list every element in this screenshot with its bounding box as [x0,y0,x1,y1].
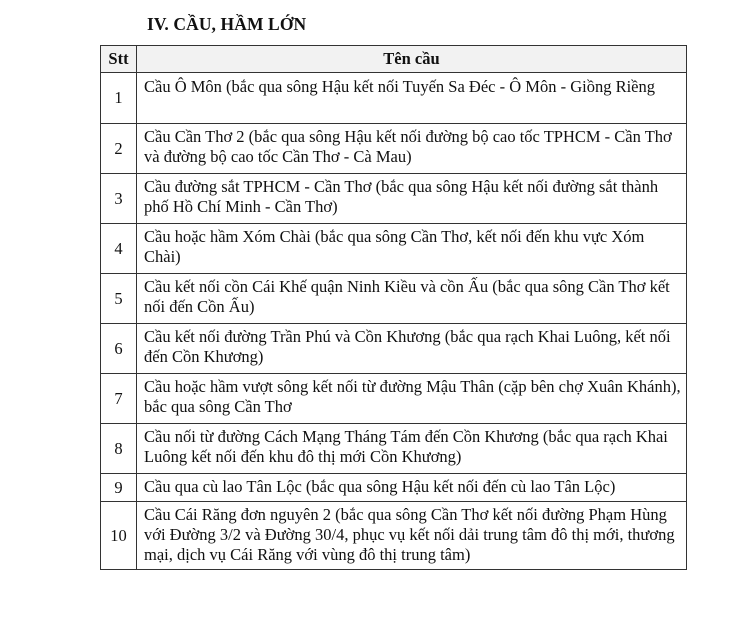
bridges-table [100,45,687,570]
row-stt: 7 [101,374,137,424]
row-name: Cầu Cái Răng đơn nguyên 2 (bắc qua sông Cần Thơ kết nối đường Phạm Hùng với Đường 3/2 và Đường 30/4, phục vụ kết nối dải trung tâm đô thị mới, thương mại, dịch vụ Cái Răng với vùng đô thị trung tâm) [137,502,687,570]
row-name: Cầu hoặc hầm Xóm Chài (bắc qua sông Cần Thơ, kết nối đến khu vực Xóm Chài) [137,224,687,274]
table-row [101,502,687,570]
row-stt: 5 [101,274,137,324]
row-name: Cầu kết nối đường Trần Phú và Cồn Khương (bắc qua rạch Khai Luông, kết nối đến Cồn Khương) [137,324,687,374]
table-row [101,474,687,502]
row-stt: 4 [101,224,137,274]
row-stt: 6 [101,324,137,374]
row-stt: 2 [101,124,137,174]
table-row [101,374,687,424]
table-row [101,274,687,324]
row-stt: 8 [101,424,137,474]
table-row [101,124,687,174]
header-name: Tên cầu [137,46,687,73]
row-name: Cầu hoặc hầm vượt sông kết nối từ đường Mậu Thân (cặp bên chợ Xuân Khánh), bắc qua sông Cần Thơ [137,374,687,424]
table-row [101,324,687,374]
header-stt: Stt [101,46,137,73]
row-name: Cầu đường sắt TPHCM - Cần Thơ (bắc qua sông Hậu kết nối đường sắt thành phố Hồ Chí Minh - Cần Thơ) [137,174,687,224]
table-row [101,73,687,124]
row-stt: 3 [101,174,137,224]
table-row [101,424,687,474]
row-stt: 10 [101,502,137,570]
row-name: Cầu kết nối cồn Cái Khế quận Ninh Kiều và cồn Ấu (bắc qua sông Cần Thơ kết nối đến Cồn Ấu) [137,274,687,324]
row-name: Cầu Ô Môn (bắc qua sông Hậu kết nối Tuyến Sa Đéc - Ô Môn - Giồng Riềng [137,73,687,124]
row-stt: 1 [101,73,137,124]
table-header-row [101,46,687,73]
table-row [101,174,687,224]
row-name: Cầu qua cù lao Tân Lộc (bắc qua sông Hậu kết nối đến cù lao Tân Lộc) [137,474,687,502]
row-name: Cầu nối từ đường Cách Mạng Tháng Tám đến Cồn Khương (bắc qua rạch Khai Luông kết nối đến khu đô thị mới Cồn Khương) [137,424,687,474]
row-name: Cầu Cần Thơ 2 (bắc qua sông Hậu kết nối đường bộ cao tốc TPHCM - Cần Thơ và đường bộ cao tốc Cần Thơ - Cà Mau) [137,124,687,174]
row-stt: 9 [101,474,137,502]
section-title: IV. CẦU, HẦM LỚN [147,14,307,34]
table-row [101,224,687,274]
